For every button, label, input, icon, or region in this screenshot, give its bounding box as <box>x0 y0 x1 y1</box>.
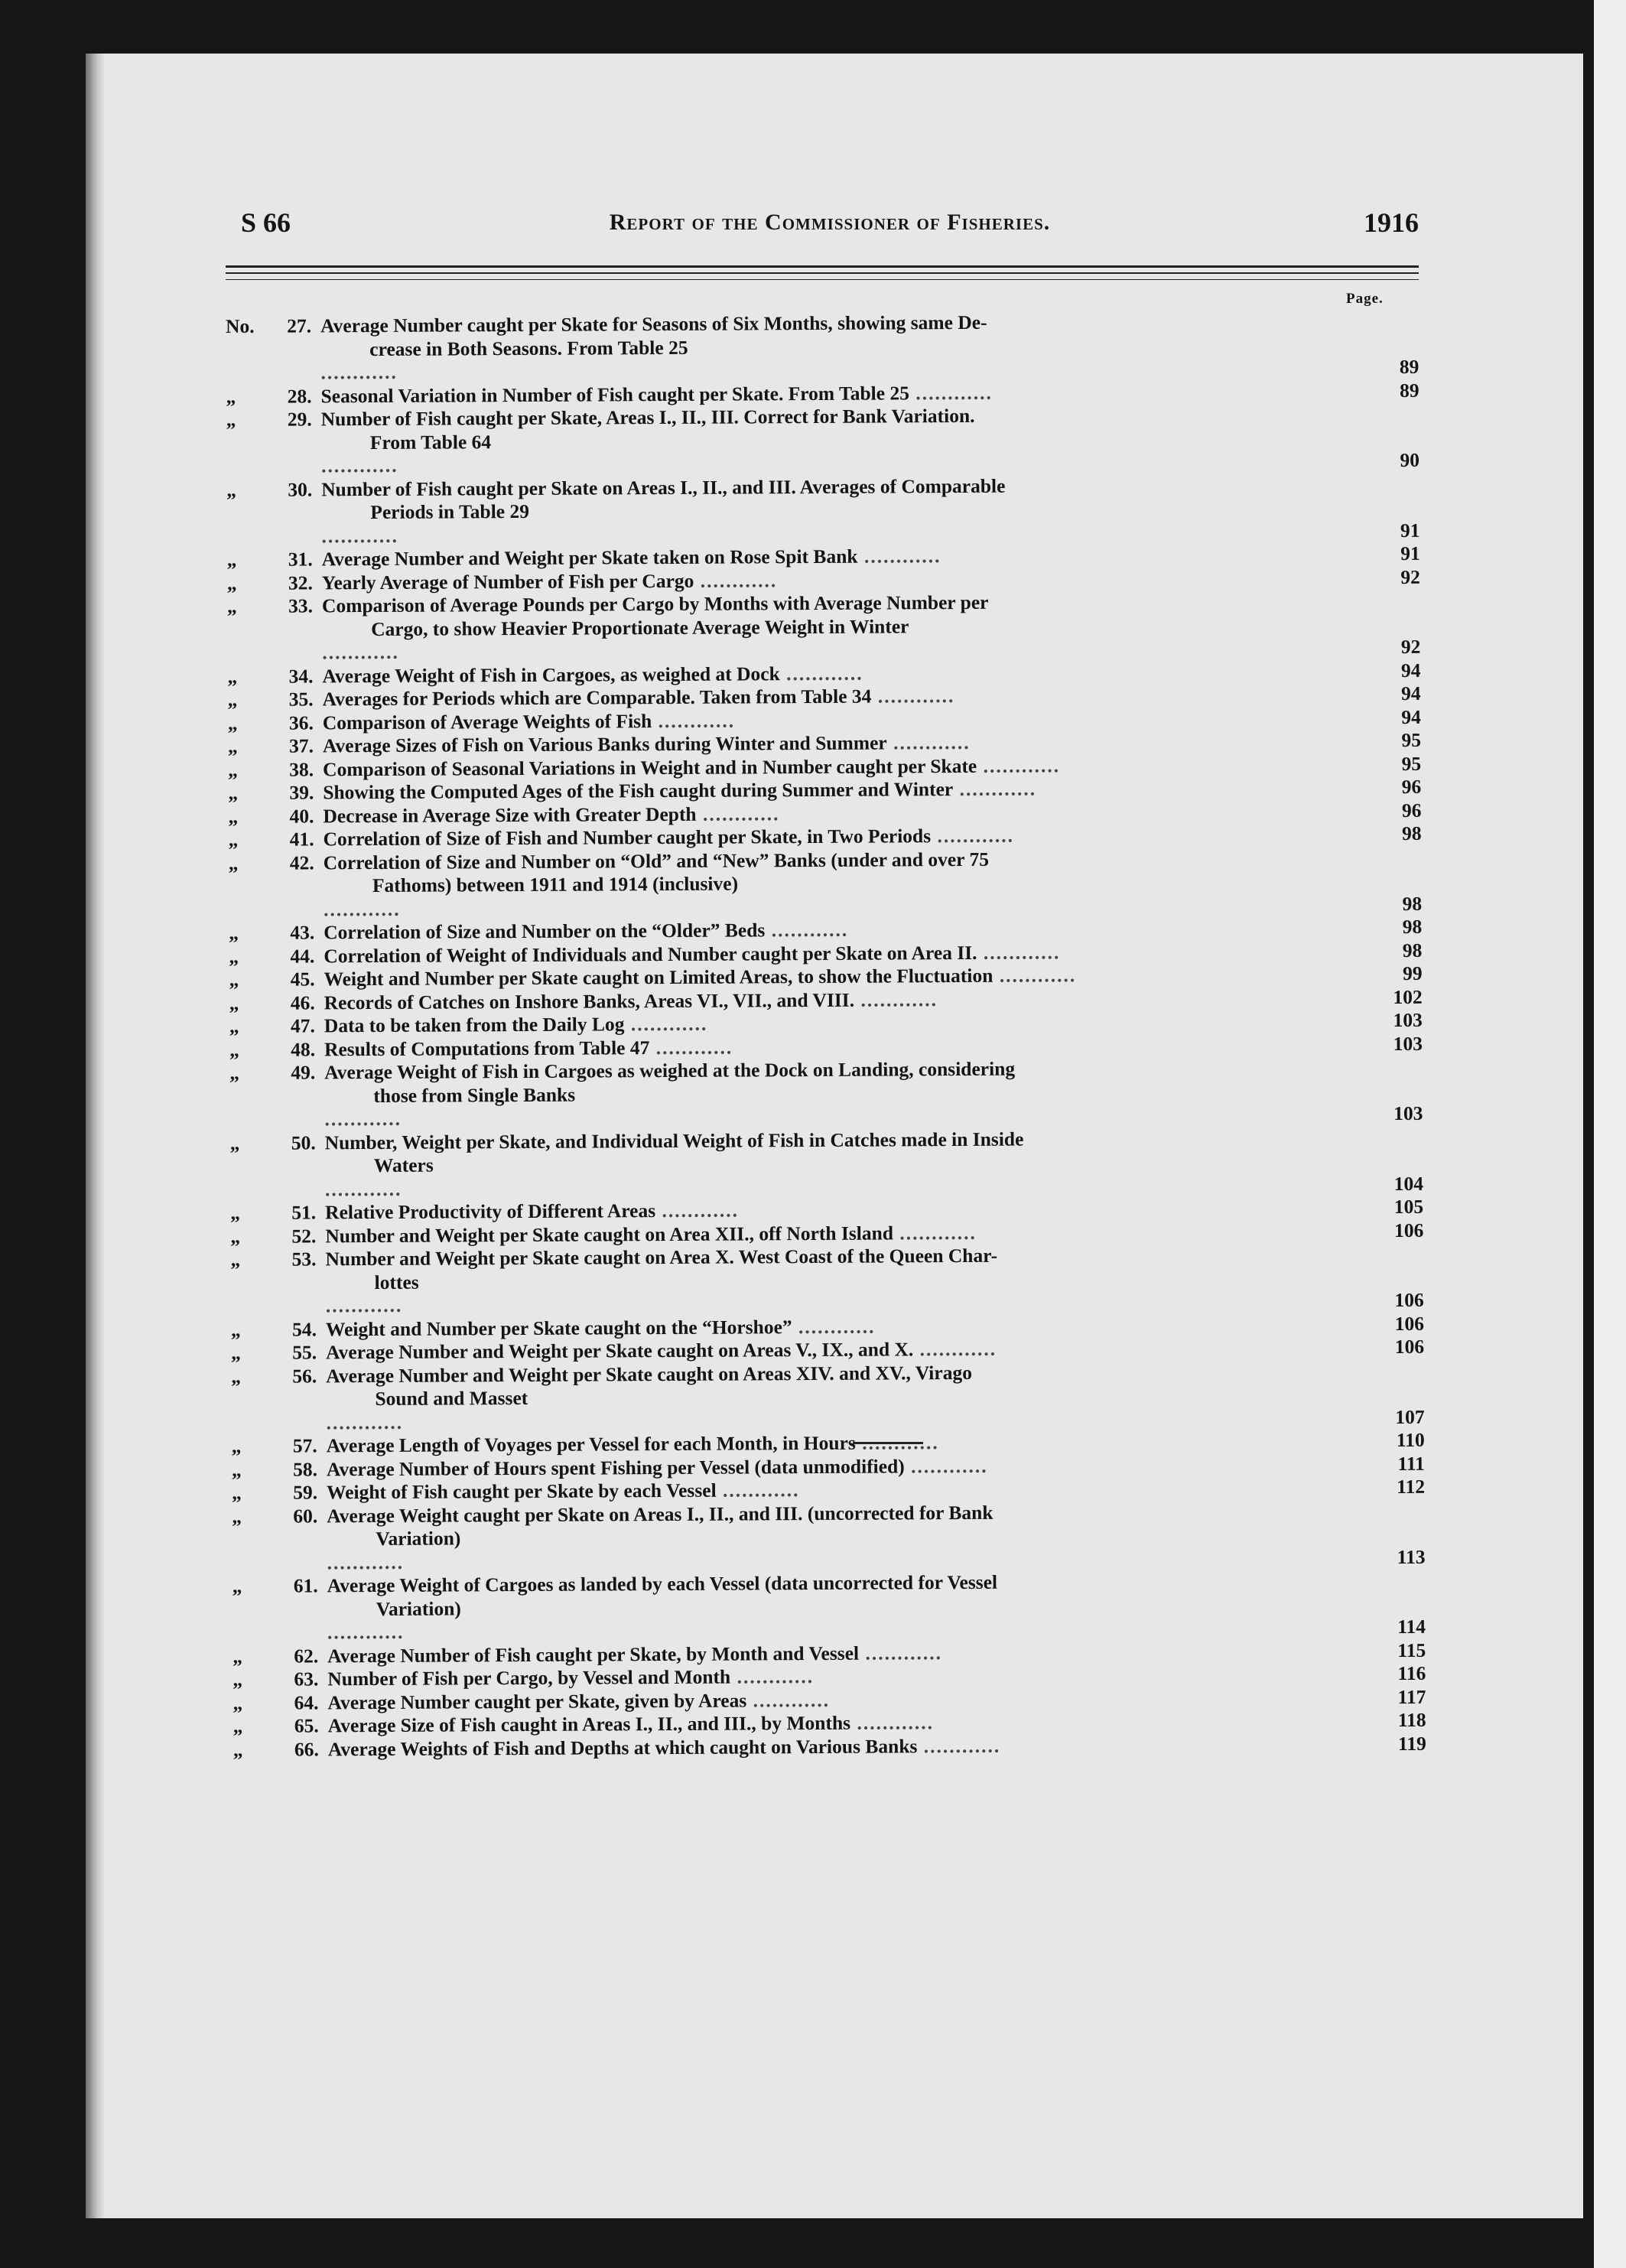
leader-dots: ............ <box>696 802 780 825</box>
entry-title: Averages for Periods which are Comparable. Taken from Table 34 <box>322 685 872 711</box>
table-number: 56. <box>292 1364 317 1388</box>
page-number: 106 <box>1394 1288 1424 1312</box>
page-number: 95 <box>1401 752 1422 775</box>
leader-dots: ............ <box>855 1431 939 1454</box>
page-number: 90 <box>1400 448 1420 471</box>
entry-title: Average Number of Hours spent Fishing per Vessel (data unmodified) <box>326 1454 905 1480</box>
page-number: 103 <box>1393 1101 1423 1125</box>
section-end-rule <box>853 1442 923 1444</box>
entry-prefix: „ <box>231 1481 242 1504</box>
entry-title: Number of Fish caught per Skate, Areas I., II., III. Correct for Bank Variation. <box>320 404 975 431</box>
entry-title: Records of Catches on Inshore Banks, Areas VI., VII., and VIII. <box>324 988 855 1014</box>
table-number: 43. <box>290 921 315 944</box>
table-number: 48. <box>291 1037 316 1061</box>
table-number: 65. <box>294 1714 319 1737</box>
entry-title: Comparison of Seasonal Variations in Weight and in Number caught per Skate <box>323 754 977 780</box>
table-number: 61. <box>293 1574 318 1597</box>
entry-prefix: „ <box>233 1714 243 1737</box>
leader-dots: ............ <box>859 1641 943 1664</box>
leader-dots: ............ <box>730 1664 815 1688</box>
entry-title: Weight and Number per Skate caught on Limited Areas, to show the Fluctuation <box>324 964 993 991</box>
entry-prefix: „ <box>230 1248 241 1271</box>
leader-dots: ............ <box>993 964 1077 987</box>
header-rule <box>226 265 1419 268</box>
table-number: 58. <box>292 1457 317 1481</box>
table-number: 63. <box>294 1668 319 1690</box>
toc-entry <box>226 402 1419 479</box>
page-number: 110 <box>1396 1428 1425 1452</box>
adjacent-page-edge <box>1594 0 1626 2268</box>
entry-title: Average Number and Weight per Skate caught on Areas V., IX., and X. <box>326 1338 914 1364</box>
table-number: 38. <box>289 757 314 781</box>
leader-dots: ............ <box>857 545 941 568</box>
entry-prefix: „ <box>226 594 237 617</box>
entry-prefix: „ <box>229 1038 239 1061</box>
entry-title: Number of Fish per Cargo, by Vessel and Month <box>327 1665 731 1690</box>
table-number: 29. <box>287 408 312 431</box>
entry-title: Average Size of Fish caught in Areas I., II., and III., by Months <box>327 1711 851 1737</box>
leader-dots: ............ <box>655 1199 740 1222</box>
leader-dots: ............ <box>746 1688 831 1711</box>
entry-title: Average Number and Weight per Skate taken on Rose Spit Bank <box>321 545 858 571</box>
entry-prefix: „ <box>226 478 237 501</box>
toc-entry <box>226 472 1419 548</box>
leader-dots: ............ <box>320 360 398 384</box>
entry-prefix: „ <box>233 1645 243 1668</box>
table-number: 32. <box>288 571 313 594</box>
page-number: 113 <box>1397 1545 1426 1568</box>
leader-dots: ............ <box>977 940 1061 964</box>
page-number: 104 <box>1393 1172 1424 1195</box>
table-number: 35. <box>288 688 314 711</box>
leader-dots: ............ <box>694 568 778 592</box>
leader-dots: ............ <box>904 1454 988 1477</box>
toc-entry <box>227 589 1420 665</box>
entry-title-continuation: Cargo, to show Heavier Proportionate Average Weight in Winter <box>371 614 909 640</box>
leader-dots: ............ <box>325 1293 403 1317</box>
leader-dots: ............ <box>327 1551 405 1573</box>
table-number: 44. <box>290 944 315 968</box>
leader-dots: ............ <box>765 918 849 942</box>
entry-title: Data to be taken from the Daily Log <box>324 1013 625 1037</box>
leader-dots: ............ <box>327 1620 405 1644</box>
entry-title: Weight of Fish caught per Skate by each Vessel <box>326 1479 717 1504</box>
toc-entry <box>231 1359 1424 1435</box>
leader-dots: ............ <box>917 1734 1001 1757</box>
entry-title: Number, Weight per Skate, and Individual Weight of Fish in Catches made in Inside <box>324 1127 1024 1154</box>
entry-prefix: „ <box>230 1225 241 1248</box>
entry-title: Yearly Average of Number of Fish per Cargo <box>321 569 694 594</box>
entry-title-continuation: Periods in Table 29 <box>370 499 530 524</box>
entry-prefix: „ <box>229 1061 240 1084</box>
toc-entry <box>233 1569 1426 1645</box>
table-number: 36. <box>288 711 314 734</box>
leader-dots: ............ <box>324 1177 402 1200</box>
table-number: 30. <box>288 477 313 501</box>
page-number: 117 <box>1397 1685 1426 1708</box>
entry-title: Weight and Number per Skate caught on the “Horshoe” <box>325 1315 792 1340</box>
entry-title: Average Weight of Fish in Cargoes as weighed at the Dock on Landing, considering <box>324 1057 1016 1084</box>
entry-prefix: „ <box>226 408 236 431</box>
leader-dots: ............ <box>716 1479 800 1502</box>
entry-prefix: „ <box>231 1365 242 1388</box>
page-number: 112 <box>1397 1475 1426 1498</box>
table-number: 52. <box>291 1224 317 1248</box>
leader-dots: ............ <box>323 897 401 920</box>
page-number: 94 <box>1401 682 1421 704</box>
entry-prefix: „ <box>232 1505 242 1528</box>
leader-dots: ............ <box>324 1107 402 1131</box>
table-number: 53. <box>291 1248 317 1271</box>
entry-prefix: „ <box>227 665 238 688</box>
entry-title: Results of Computations from Table 47 <box>324 1036 650 1060</box>
entry-prefix: „ <box>233 1738 243 1761</box>
entry-prefix: „ <box>229 968 239 991</box>
page-number: 106 <box>1393 1219 1424 1241</box>
table-number: 57. <box>292 1434 317 1457</box>
entry-prefix: „ <box>228 805 239 828</box>
table-number: 40. <box>289 804 314 828</box>
toc-entry <box>230 1125 1423 1202</box>
page-number: 107 <box>1395 1405 1425 1428</box>
leader-dots: ............ <box>871 685 955 708</box>
entry-title: Comparison of Average Weights of Fish <box>322 709 652 734</box>
running-title: Report of the Commissioner of Fisheries. <box>609 210 1051 235</box>
table-number: 59. <box>293 1481 318 1504</box>
entry-title: Number of Fish caught per Skate on Areas I., II., and III. Averages of Comparable <box>321 474 1006 500</box>
table-number: 31. <box>288 548 313 571</box>
table-number: 55. <box>292 1341 317 1364</box>
table-number: 49. <box>291 1061 316 1084</box>
entry-title: Showing the Computed Ages of the Fish caught during Summer and Winter <box>323 778 954 804</box>
page-number: 96 <box>1401 799 1422 822</box>
year: 1916 <box>1364 207 1419 238</box>
leader-dots: ............ <box>320 454 398 477</box>
leader-dots: ............ <box>624 1012 708 1036</box>
entry-prefix: „ <box>227 734 238 757</box>
page-number: 103 <box>1393 1032 1423 1055</box>
entry-title: Average Sizes of Fish on Various Banks during Winter and Summer <box>322 731 887 757</box>
leader-dots: ............ <box>779 662 863 685</box>
entry-prefix: „ <box>229 921 239 944</box>
header-rule <box>226 272 1419 274</box>
entry-title-continuation: crease in Both Seasons. From Table 25 <box>369 336 688 360</box>
entry-prefix: „ <box>229 991 239 1014</box>
page-number: 106 <box>1394 1312 1424 1335</box>
page-number: 91 <box>1400 519 1420 542</box>
page-number: 92 <box>1400 565 1420 588</box>
entry-title-continuation: Fathoms) between 1911 and 1914 (inclusive) <box>372 872 739 897</box>
leader-dots: ............ <box>792 1315 876 1338</box>
entry-prefix: „ <box>229 1131 240 1154</box>
page-number: 96 <box>1401 775 1422 798</box>
table-number: 60. <box>293 1504 318 1528</box>
entry-title: Number and Weight per Skate caught on Area XII., off North Island <box>325 1221 894 1247</box>
toc-entry <box>229 845 1422 922</box>
leader-dots: ............ <box>893 1221 977 1244</box>
leader-dots: ............ <box>321 524 399 547</box>
table-number: 28. <box>287 384 312 408</box>
entry-title: Correlation of Size and Number on the “Older” Beds <box>324 919 766 944</box>
entry-title: Average Number of Fish caught per Skate, by Month and Vessel <box>327 1642 860 1667</box>
entry-title: Decrease in Average Size with Greater Depth <box>323 802 697 827</box>
leader-dots: ............ <box>977 753 1061 777</box>
entry-title: Average Weight of Fish in Cargoes, as weighed at Dock <box>322 662 780 687</box>
table-number: 45. <box>290 968 315 991</box>
leader-dots: ............ <box>854 988 938 1011</box>
table-of-contents <box>226 309 1426 1762</box>
toc-entry <box>230 1242 1423 1319</box>
entry-title: Correlation of Weight of Individuals and Number caught per Skate on Area II. <box>324 941 977 967</box>
page-number: 115 <box>1397 1638 1426 1661</box>
leader-dots: ............ <box>326 1411 404 1433</box>
page-number: 95 <box>1401 728 1422 751</box>
page-number: 94 <box>1400 659 1421 682</box>
page-number: 94 <box>1401 705 1421 728</box>
entry-prefix: „ <box>233 1668 243 1690</box>
entry-title: Average Weight of Cargoes as landed by each Vessel (data uncorrected for Vessel <box>327 1570 998 1597</box>
table-number: 33. <box>288 594 314 617</box>
table-number: 54. <box>291 1317 317 1341</box>
leader-dots: ............ <box>909 381 993 404</box>
table-number: 51. <box>291 1201 317 1224</box>
entry-title: Average Weights of Fish and Depths at which caught on Various Banks <box>327 1734 918 1760</box>
leader-dots: ............ <box>931 824 1015 848</box>
page-number: 102 <box>1393 985 1423 1008</box>
entry-prefix: „ <box>230 1318 241 1341</box>
entry-title-continuation: Variation) <box>376 1596 461 1620</box>
toc-entry <box>229 1056 1423 1132</box>
page-number: 118 <box>1397 1708 1426 1731</box>
entry-title: Average Number and Weight per Skate caught on Areas XIV. and XV., Virago <box>326 1361 972 1387</box>
entry-title-continuation: Sound and Masset <box>375 1386 528 1410</box>
page-number: 98 <box>1401 822 1422 844</box>
entry-prefix: „ <box>227 688 238 711</box>
sessional-number: S 66 <box>241 207 291 238</box>
entry-prefix: „ <box>226 548 237 571</box>
entry-title: Average Number caught per Skate for Seasons of Six Months, showing same De- <box>320 311 987 337</box>
entry-title-continuation: Variation) <box>376 1527 461 1550</box>
entry-prefix: „ <box>231 1458 242 1481</box>
leader-dots: ............ <box>652 709 736 732</box>
entry-title: Seasonal Variation in Number of Fish caught per Skate. From Table 25 <box>320 381 909 407</box>
table-number: 62. <box>294 1644 319 1668</box>
table-number: 66. <box>294 1737 319 1761</box>
table-number: 46. <box>290 991 315 1014</box>
page-number: 98 <box>1402 892 1423 915</box>
page-number: 119 <box>1397 1732 1426 1755</box>
entry-prefix: „ <box>227 711 238 734</box>
leader-dots: ............ <box>953 777 1037 801</box>
table-number: 64. <box>294 1690 319 1714</box>
entry-prefix: „ <box>228 758 238 781</box>
page-number: 103 <box>1393 1008 1423 1032</box>
page-number: 98 <box>1402 915 1423 938</box>
page-number: 98 <box>1402 939 1423 962</box>
table-number: 42. <box>289 851 314 874</box>
table-number: 41. <box>289 828 314 851</box>
page-number: 105 <box>1393 1195 1424 1219</box>
entry-prefix: „ <box>228 851 239 874</box>
entry-title: Comparison of Average Pounds per Cargo by Months with Average Number per <box>321 591 989 617</box>
entry-title: Average Number caught per Skate, given by Areas <box>327 1688 747 1713</box>
entry-prefix: „ <box>226 385 236 408</box>
entry-title: Average Length of Voyages per Vessel for each Month, in Hours <box>326 1431 856 1457</box>
page-number: 91 <box>1400 542 1420 565</box>
page-number: 89 <box>1399 355 1419 378</box>
entry-prefix: „ <box>230 1201 240 1224</box>
table-number: 50. <box>291 1131 316 1154</box>
entry-prefix: „ <box>233 1691 243 1714</box>
entry-title-continuation: From Table 64 <box>369 430 492 454</box>
toc-entry <box>226 309 1419 386</box>
leader-dots: ............ <box>886 731 971 754</box>
entry-title-continuation: those from Single Banks <box>373 1083 576 1107</box>
leader-dots: ............ <box>649 1036 733 1059</box>
page-number: 116 <box>1397 1661 1426 1685</box>
table-number: 27. <box>287 314 312 337</box>
leader-dots: ............ <box>322 640 399 664</box>
entry-prefix: No. <box>226 314 255 337</box>
table-number: 37. <box>288 734 314 757</box>
entry-title: Correlation of Size of Fish and Number caught per Skate, in Two Periods <box>323 825 932 851</box>
page-number: 111 <box>1397 1452 1425 1475</box>
table-number: 34. <box>288 664 314 688</box>
table-number: 39. <box>289 781 314 804</box>
table-number: 47. <box>290 1014 315 1037</box>
entry-prefix: „ <box>229 1014 239 1037</box>
entry-title-continuation: lottes <box>374 1271 419 1293</box>
entry-title: Number and Weight per Skate caught on Area X. West Coast of the Queen Char- <box>325 1244 998 1271</box>
header-rule <box>226 279 1419 280</box>
entry-prefix: „ <box>231 1434 242 1457</box>
leader-dots: ............ <box>913 1337 997 1361</box>
page-number: 114 <box>1397 1615 1426 1638</box>
entry-title: Average Weight caught per Skate on Areas I., II., and III. (uncorrected for Bank <box>327 1501 993 1527</box>
entry-prefix: „ <box>226 571 237 594</box>
leader-dots: ............ <box>850 1711 934 1734</box>
entry-prefix: „ <box>231 1341 241 1364</box>
entry-prefix: „ <box>228 828 239 851</box>
entry-title: Correlation of Size and Number on “Old” and “New” Banks (under and over 75 <box>323 848 989 874</box>
page-number: 106 <box>1394 1335 1425 1359</box>
toc-entry <box>232 1498 1425 1575</box>
page-number: 99 <box>1402 962 1423 984</box>
entry-prefix: „ <box>228 781 239 804</box>
entry-title-continuation: Waters <box>373 1154 434 1177</box>
entry-prefix: „ <box>229 945 239 968</box>
entry-title: Relative Productivity of Different Areas <box>325 1199 656 1224</box>
running-header <box>241 207 1419 252</box>
entry-prefix: „ <box>232 1574 242 1597</box>
page-number: 89 <box>1399 379 1419 402</box>
page-column-label: Page. <box>1346 291 1384 307</box>
page-number: 92 <box>1400 635 1421 658</box>
